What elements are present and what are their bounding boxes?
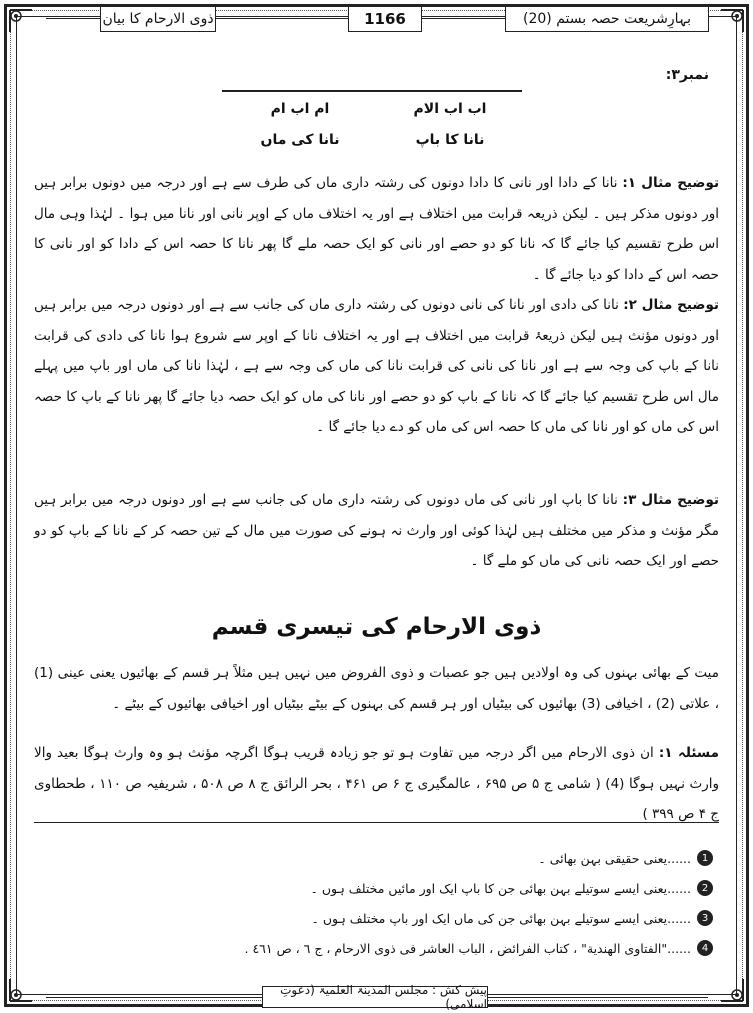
footnote (34, 910, 713, 926)
footnote (34, 850, 713, 866)
example-label: نمبر۳: (665, 67, 709, 83)
table-cell: اب اب الام (413, 101, 487, 117)
explanation-2 (34, 290, 719, 443)
section-intro (34, 658, 719, 719)
section-title: ذوی الارحام کی تیسری قسم (211, 614, 542, 640)
footnote-number: 1 (697, 850, 713, 866)
header-line (422, 18, 505, 19)
explanation-text: نانا کی دادی اور نانا کی نانی دونوں کی رشتہ داری ماں کی جانب سے ہے اور دونوں درجہ میں برابر ہیں اور دونوں مؤنث ہیں لیکن ذریعۂ قرابت میں اختلاف ہے اور یہ اختلاف نانا کے اوپر سے شروع ہوا نانا کی دادی کی قرابت نانا کے باپ کی وجہ سے ہے اور نانا کی نانی کی قرابت نانا کی ماں کی وجہ سے ہے ، لہٰذا نانا کی ماں اور باپ میں پہلے مال اس طرح تقسیم کیا جائے گا کہ نانا کے باپ کو دو حصے اور نانا کی ماں کو ایک حصہ دیا جائے گا پھر نانا کے باپ کا حصہ اس کی ماں کو اور نانا کی ماں کا حصہ اس کی ماں کو دے دیا جائے گا ۔ (34, 297, 719, 435)
masala (34, 738, 719, 830)
corner-ornament-icon (2, 967, 44, 1009)
footnote (34, 880, 713, 896)
presented-by: پیش کش : مجلس المدینۃ العلمیۃ (دعوتِ اسلامی) (280, 983, 487, 1011)
explanation-lead: توضیح مثال ۳: (622, 492, 720, 508)
header-line (216, 18, 348, 19)
header-line (46, 18, 100, 19)
footer-line (46, 997, 262, 998)
footnote-text: ......"الفتاوی الھندیة" ، کتاب الفرائض ، الباب العاشر فی ذوی الارحام ، ج ٦ ، ص ٤٦١ . (244, 940, 691, 956)
footer-box (262, 983, 488, 1011)
footnote-number: 4 (697, 940, 713, 956)
explanation-1 (34, 168, 719, 290)
footer-line (488, 997, 708, 998)
table-cell: نانا کا باپ (415, 132, 485, 148)
corner-ornament-icon (709, 2, 751, 44)
explanation-text: نانا کے دادا اور نانی کا دادا دونوں کی رشتہ داری ماں کی طرف سے ہے اور درجہ میں دونوں برابر ہیں اور دونوں مذکر ہیں ۔ لیکن ذریعہ قرابت میں اختلاف ہے اور یہ اختلاف ماں کے اوپر نانی اور نانا میں ہوا ۔ لہٰذا وہی مال اس طرح تقسیم کیا جائے گا کہ نانا کو دو حصے اور نانی کو ایک حصہ ملے گا پھر نانا کا حصہ اس کے دادا کو اور نانی کا حصہ اس کے دادا کو دیا جائے گا ۔ (34, 175, 719, 283)
explanation-3 (34, 485, 719, 577)
book-title: بہارِشریعت حصہ بستم (20) (523, 11, 692, 27)
masala-text: ان ذوی الارحام میں اگر درجہ میں تفاوت ہو تو جو زیادہ قریب ہوگا اگرچہ مؤنث ہو وہ وارث ہوگا بعید والا وارث نہیں ہوگا (4) ( شامی ج ۵ ص ۶۹۵ ، عالمگیری ج ۶ ص ۴۶۱ ، بحر الرائق ج ۸ ص ۵۰۸ ، شریفیہ ص ۱۱۰ ، طحطاوی ج ۴ ص ۳۹۹ ) (34, 745, 720, 822)
page-number-box (348, 6, 422, 32)
footnote-number: 2 (697, 880, 713, 896)
table-cell: نانا کی ماں (260, 132, 340, 148)
footnote-separator (34, 822, 719, 823)
section-intro-text: میت کے بھائی بہنوں کی وہ اولادیں ہیں جو عصبات و ذوی الفروض میں نہیں ہیں مثلاً ہر قسم کے بھائیوں یعنی عینی (1) ، علاتی (2) ، اخیافی (3) بھائیوں کی بیٹیاں اور ہر قسم کی بہنوں کے بیٹے بیٹیاں اور اخیافی بھائیوں کے بیٹے ۔ (34, 665, 719, 712)
footnote-text: ......یعنی حقیقی بہن بھائی ۔ (538, 850, 691, 866)
explanation-lead: توضیح مثال ۱: (622, 175, 720, 191)
footnote-text: ......یعنی ایسے سوتیلے بہن بھائی جن کی ماں ایک اور باپ مختلف ہوں ۔ (311, 910, 691, 926)
book-title-box (505, 6, 709, 32)
page-number: 1166 (364, 10, 406, 28)
table-rule (222, 90, 522, 92)
footnote (34, 940, 713, 956)
footnote-number: 3 (697, 910, 713, 926)
footnote-text: ......یعنی ایسے سوتیلے بہن بھائی جن کا باپ ایک اور مائیں مختلف ہوں ۔ (310, 880, 691, 896)
explanation-text: نانا کا باپ اور نانی کی ماں دونوں کی رشتہ داری ماں کی جانب سے ہے اور دونوں درجہ میں برابر ہیں مگر مؤنث و مذکر میں مختلف ہیں لہٰذا کوئی اور وارث نہ ہونے کی صورت میں مال کے تین حصہ کر کے نانا کے باپ کو دو حصے اور ایک حصہ نانی کی ماں کو ملے گا ۔ (34, 492, 719, 569)
masala-lead: مسئلہ ۱: (658, 745, 720, 761)
corner-ornament-icon (709, 967, 751, 1009)
explanation-lead: توضیح مثال ۲: (623, 297, 719, 313)
chapter-title: ذوی الارحام کا بیان (102, 11, 214, 27)
corner-ornament-icon (2, 2, 44, 44)
table-cell: ام اب ام (270, 101, 330, 117)
chapter-title-box (100, 6, 216, 32)
